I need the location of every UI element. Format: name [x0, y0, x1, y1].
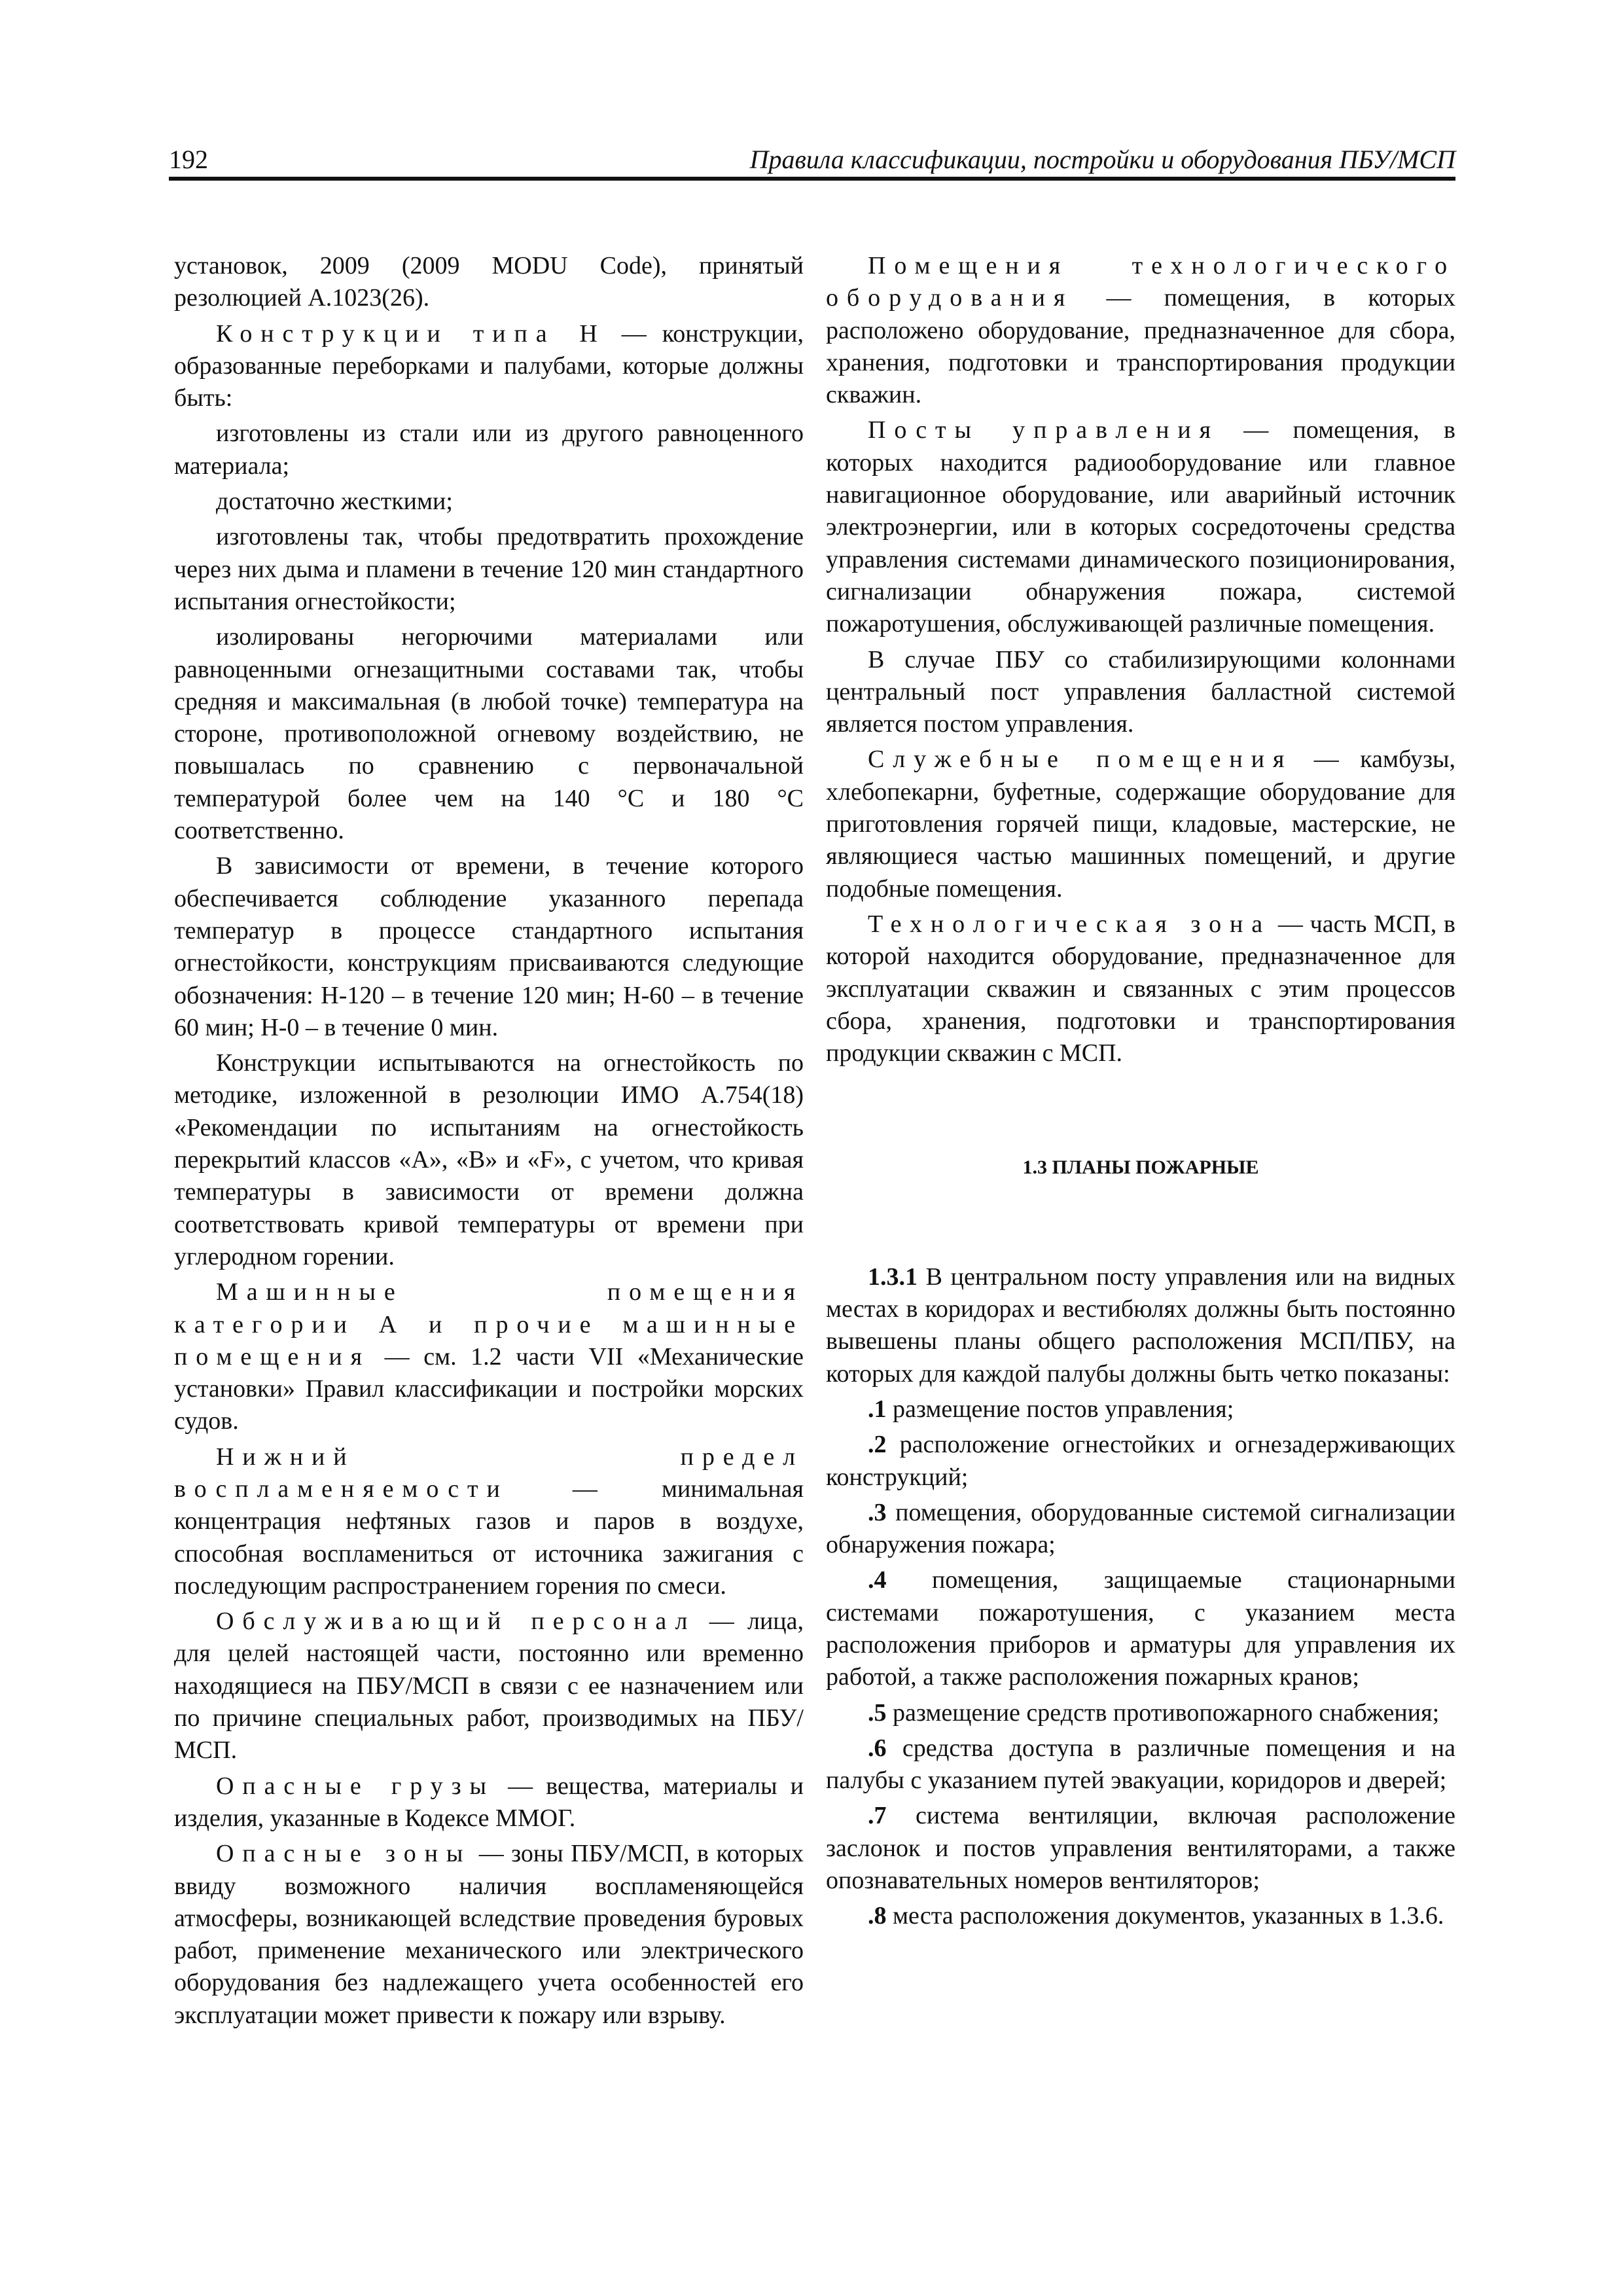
term: Машинные помещения категории А и прочие машинные помещения — [174, 1278, 804, 1371]
list-item — [826, 1732, 1455, 1797]
definition-paragraph — [174, 1838, 804, 2032]
definition-text: — конструкции, образованные переборками и палубами, которые должны быть: — [174, 319, 804, 412]
right-column — [826, 250, 1455, 1936]
definition-paragraph — [174, 1770, 804, 1835]
term: Помещения технологического оборудования — [826, 252, 1455, 312]
paragraph: В случае ПБУ со стабилизирующими колоннами центральный пост управления балластной системой является постом управления. — [826, 645, 1455, 738]
item-text: помещения, защищаемые стационарными системами пожаротушения, с указанием места расположения приборов и арматуры для управления их работой, а также расположения пожарных кранов; — [826, 1566, 1455, 1691]
definition-paragraph — [174, 1605, 804, 1767]
definition-text: — камбузы, хлебопекарни, буфетные, содержащие оборудование для приготовления горячей пищи, кладовые, мастерские, не являющиеся частью машинных помещений, и другие подобные помещения. — [826, 745, 1455, 903]
definition-text: — см. 1.2 части VII «Механические установки» Правил классификации и постройки морских судов. — [174, 1342, 804, 1435]
item-number: .4 — [868, 1566, 887, 1594]
paragraph: установок, 2009 (2009 MODU Code), принятый резолюцией А.1023(26). — [174, 252, 804, 312]
definition-text: — часть МСП, в которой находится оборудование, предназначенное для эксплуатации скважин и связанных с этим процессов сбора, хранения, подготовки и транспортирования продукции скважин с МСП. — [826, 910, 1455, 1067]
item-text: средства доступа в различные помещения и на палубы с указанием путей эвакуации, коридоров и дверей; — [826, 1734, 1455, 1795]
running-title: Правила классификации, постройки и оборудования ПБУ/МСП — [749, 145, 1455, 174]
list-item — [826, 1697, 1455, 1729]
term: Обслуживающий персонал — [216, 1607, 696, 1636]
definition-paragraph — [826, 908, 1455, 1069]
definition-text: — минимальная концентрация нефтяных газов и паров в воздухе, способная воспламениться от источника зажигания с последующим распространением горения по смеси. — [174, 1475, 804, 1600]
list-item — [826, 1564, 1455, 1693]
term: Технологическая зона — [868, 910, 1272, 938]
paragraph: достаточно жесткими; — [216, 488, 453, 516]
item-text: расположение огнестойких и огнезадерживающих конструкций; — [826, 1431, 1455, 1491]
list-item — [826, 1497, 1455, 1562]
list-item — [826, 1429, 1455, 1494]
item-text: места расположения документов, указанных в 1.3.6. — [886, 1902, 1444, 1930]
definition-text: — помещения, в которых расположено оборудование, предназначенное для сбора, хранения, подготовки и транспортирования продукции скважин. — [826, 284, 1455, 409]
item-text: система вентиляции, включая расположение заслонок и постов управления вентиляторами, а также опознавательных номеров вентиляторов; — [826, 1802, 1455, 1895]
term: Служебные помещения — [868, 745, 1293, 774]
definition-text: — вещества, материалы и изделия, указанные в Кодексе ММОГ. — [174, 1772, 804, 1832]
clause-paragraph — [826, 1261, 1455, 1390]
paragraph: изготовлены из стали или из другого равноценного материала; — [174, 420, 804, 480]
paragraph: В зависимости от времени, в течение которого обеспечивается соблюдение указанного перепада температур в процессе стандартного испытания огнестойкости, конструкциям присваиваются следующие обозначения: Н-120 – в течение 120 мин; Н-60 – в течение 60 мин; Н-0 – в течение 0 мин. — [174, 852, 804, 1041]
paragraph: изолированы негорючими материалами или равноценными огнезащитными составами так, чтобы средняя и максимальная (в любой точке) температура на стороне, противоположной огневому воздействию, не повышалась по сравнению с первоначальной температурой более чем на 140 °С и 180 °С соответственно. — [174, 623, 804, 845]
term: Опасные грузы — [216, 1772, 495, 1800]
paragraph: изготовлены так, чтобы предотвратить прохождение через них дыма и пламени в течение 120 мин стандартного испытания огнестойкости; — [174, 523, 804, 615]
item-number: .2 — [868, 1431, 887, 1459]
list-item — [826, 1393, 1455, 1426]
definition-paragraph — [826, 744, 1455, 905]
list-item — [826, 1800, 1455, 1897]
clause-text: В центральном посту управления или на видных местах в коридорах и вестибюлях должны быть постоянно вывешены планы общего расположения МСП/ПБУ, на которых для каждой палубы должны быть четко показаны: — [826, 1263, 1455, 1388]
list-item — [826, 1900, 1455, 1932]
definition-paragraph — [174, 1441, 804, 1602]
definition-paragraph — [174, 1276, 804, 1437]
item-number: .1 — [868, 1395, 887, 1423]
item-number: .7 — [868, 1802, 887, 1830]
clause-number: 1.3.1 — [868, 1263, 918, 1291]
item-number: .5 — [868, 1698, 887, 1727]
term: Опасные зоны — [216, 1840, 472, 1868]
term: Посты управления — [868, 416, 1219, 444]
item-text: размещение средств противопожарного снабжения; — [886, 1698, 1440, 1727]
item-text: помещения, оборудованные системой сигнализации обнаружения пожара; — [826, 1498, 1455, 1559]
page-number: 192 — [169, 145, 208, 174]
definition-text: — помещения, в которых находится радиооборудование или главное навигационное оборудование, или аварийный источник электроэнергии, или в которых сосредоточены средства управления системами динамического позиционирования, сигнализации обнаружения пожара, системой пожаротушения, обслуживающей различные помещения. — [826, 416, 1455, 638]
definition-paragraph — [826, 250, 1455, 411]
term: Нижний предел воспламеняемости — [174, 1443, 804, 1503]
definition-text: — зоны ПБУ/МСП, в которых ввиду возможного наличия воспламеняющейся атмосферы, возникающей вследствие проведения буровых работ, применение механического или электрического оборудования без надлежащего учета особенностей его эксплуатации может привести к пожару или взрыву. — [174, 1840, 804, 2029]
paragraph: Конструкции испытываются на огнестойкость по методике, изложенной в резолюции ИМО А.754(18) «Рекомендации по испытаниям на огнестойкость перекрытий классов «А», «В» и «F», с учетом, что кривая температуры в зависимости от времени должна соответствовать кривой температуры от времени при углеродном горении. — [174, 1049, 804, 1270]
left-column — [174, 250, 804, 2035]
term: Конструкции типа Н — [216, 319, 606, 348]
definition-paragraph — [174, 318, 804, 415]
item-text: размещение постов управления; — [886, 1395, 1234, 1423]
definition-paragraph — [826, 414, 1455, 640]
item-number: .8 — [868, 1902, 887, 1930]
page-header — [169, 137, 1455, 181]
item-number: .3 — [868, 1498, 887, 1526]
section-heading: 1.3 ПЛАНЫ ПОЖАРНЫЕ — [1022, 1157, 1259, 1179]
item-number: .6 — [868, 1734, 887, 1762]
definition-text: — лица, для целей настоящей части, постоянно или временно находящиеся на ПБУ/МСП в связи с ее назначением или по причине специальных работ, производимых на ПБУ/МСП. — [174, 1607, 804, 1765]
